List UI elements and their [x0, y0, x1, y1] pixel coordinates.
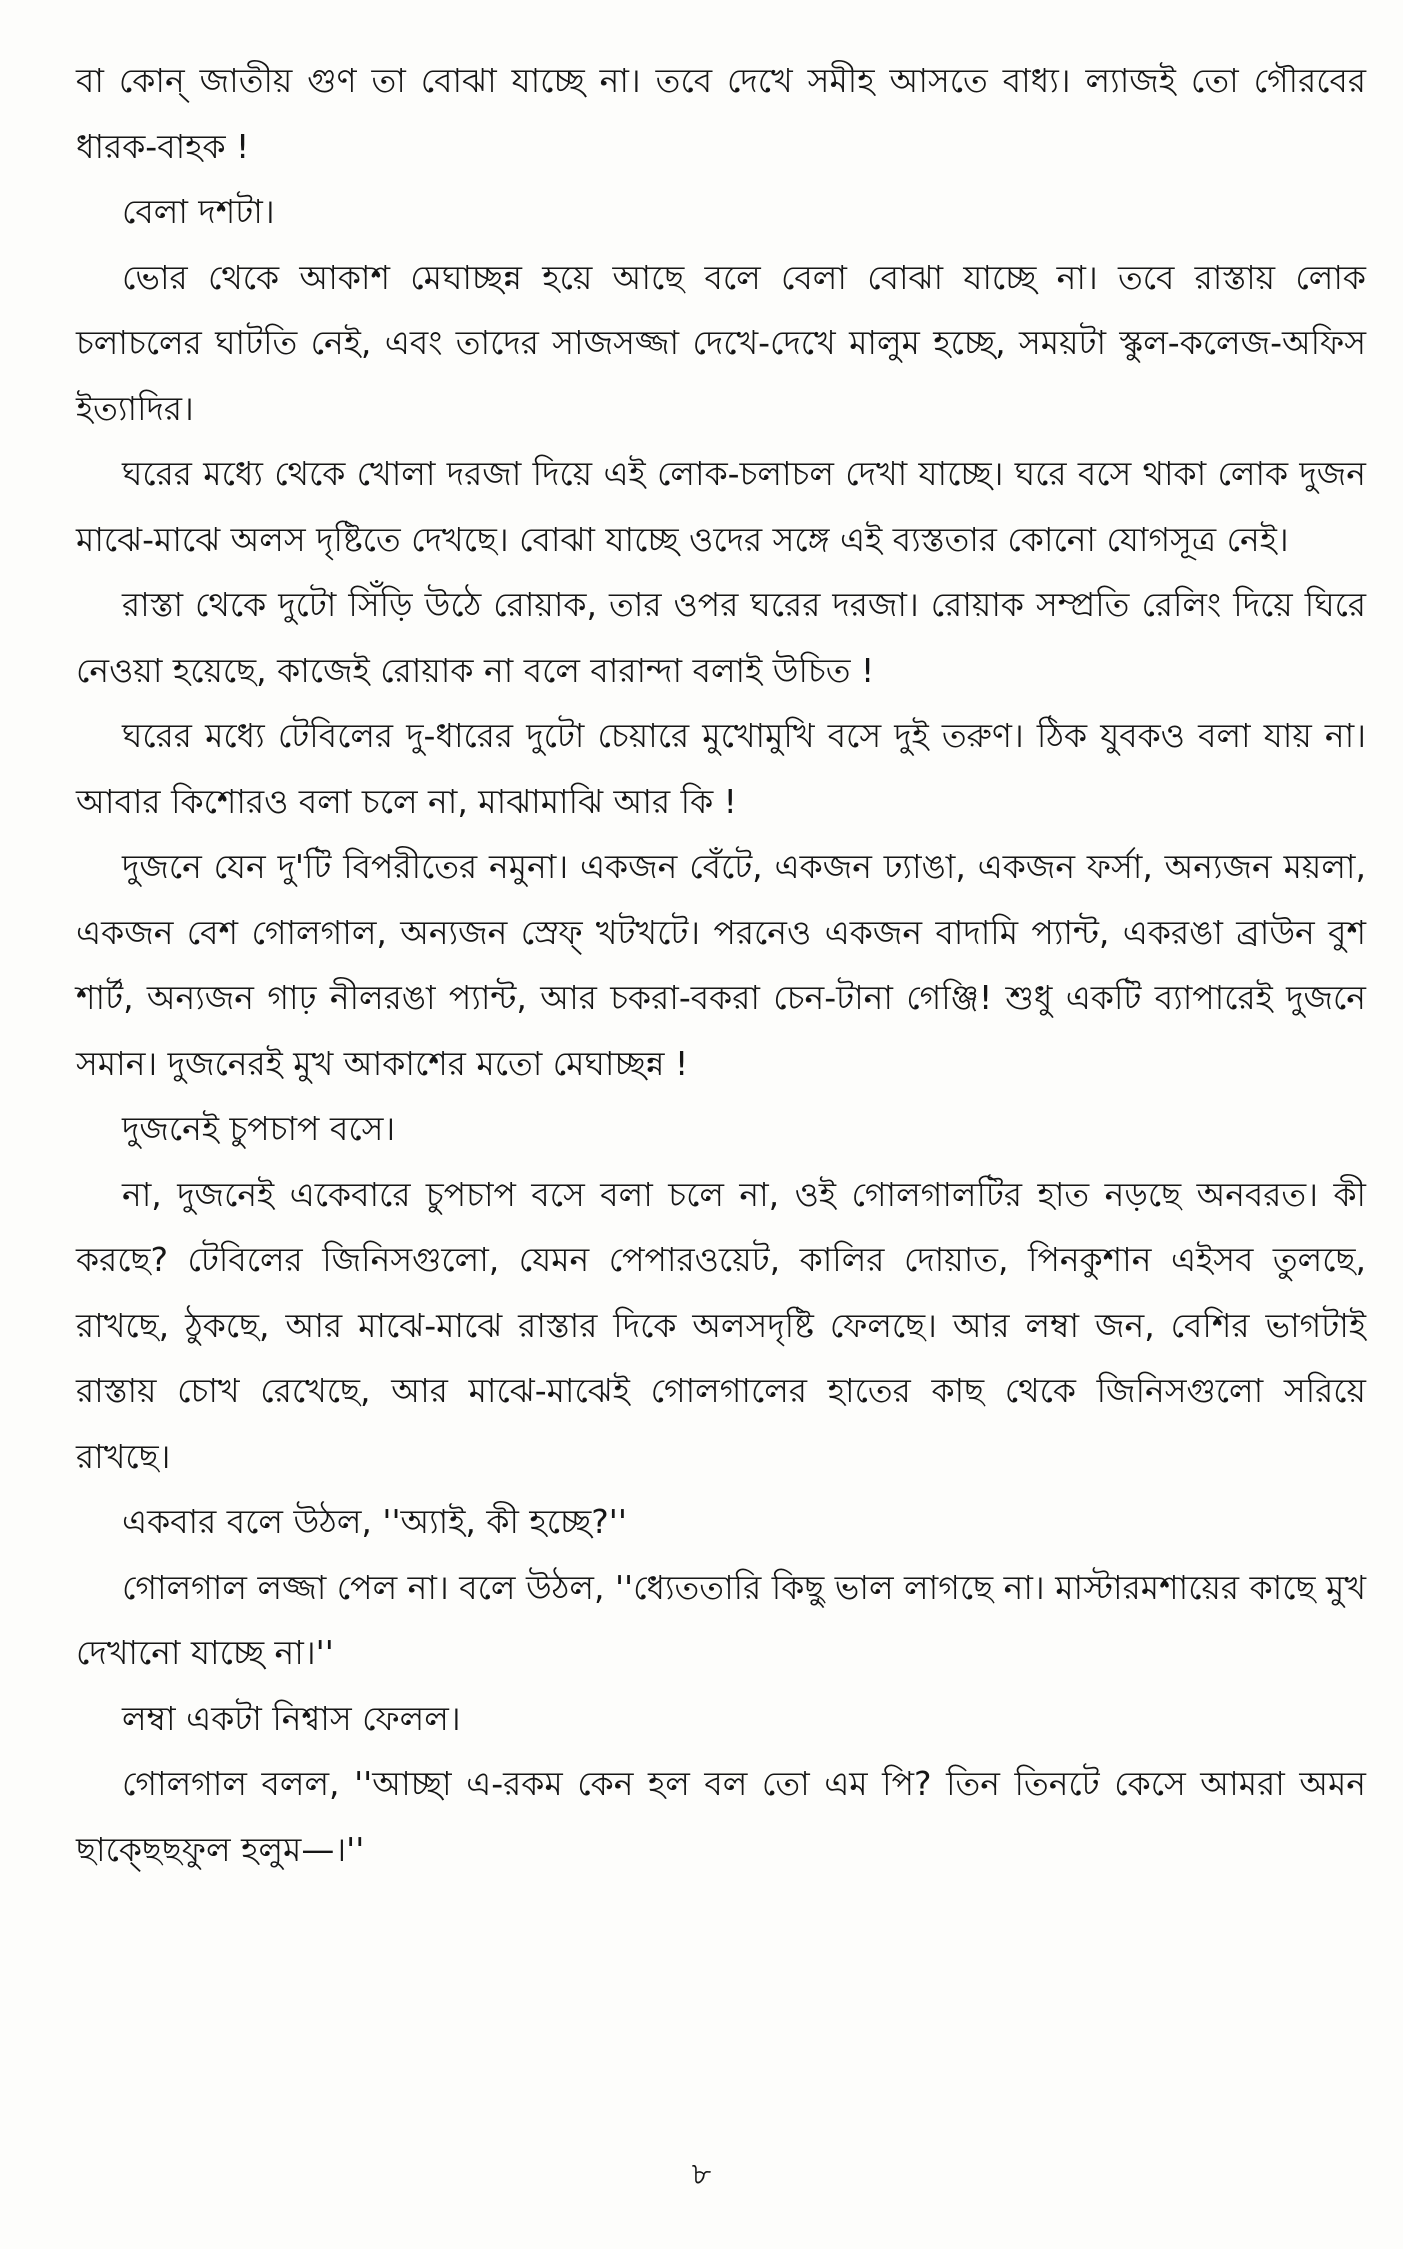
paragraph: ঘরের মধ্যে টেবিলের দু-ধারের দুটো চেয়ারে মুখোমুখি বসে দুই তরুণ। ঠিক যুবকও বলা যায় না। আবার কিশোরও বলা চলে না, মাঝামাঝি আর কি ! — [76, 716, 1366, 821]
paragraph: ঘরের মধ্যে থেকে খোলা দরজা দিয়ে এই লোক-চলাচল দেখা যাচ্ছে। ঘরে বসে থাকা লোক দুজন মাঝে-মাঝে অলস দৃষ্টিতে দেখছে। বোঝা যাচ্ছে ওদের সঙ্গে এই ব্যস্ততার কোনো যোগসূত্র নেই। — [76, 454, 1366, 559]
paragraph: লম্বা একটা নিশ্বাস ফেলল। — [122, 1698, 461, 1738]
paragraph: বেলা দশটা। — [122, 192, 275, 231]
paragraph: গোলগাল লজ্জা পেল না। বলে উঠল, ''ধ্যেততারি কিছু ভাল লাগছে না। মাস্টারমশায়ের কাছে মুখ দেখানো যাচ্ছে না।'' — [76, 1567, 1366, 1672]
paragraph: না, দুজনেই একেবারে চুপচাপ বসে বলা চলে না, ওই গোলগালটির হাত নড়ছে অনবরত। কী করছে? টেবিলের জিনিসগুলো, যেমন পেপারওয়েট, কালির দোয়াত, পিনকুশান এইসব তুলছে, রাখছে, ঠুকছে, আর মাঝে-মাঝে রাস্তার দিকে অলসদৃষ্টি ফেলছে। আর লম্বা জন, বেশির ভাগটাই রাস্তায় চোখ রেখেছে, আর মাঝে-মাঝেই গোলগালের হাতের কাছ থেকে জিনিসগুলো সরিয়ে রাখছে। — [76, 1174, 1366, 1476]
paragraph: রাস্তা থেকে দুটো সিঁড়ি উঠে রোয়াক, তার ওপর ঘরের দরজা। রোয়াক সম্প্রতি রেলিং দিয়ে ঘিরে নেওয়া হয়েছে, কাজেই রোয়াক না বলে বারান্দা বলাই উচিত ! — [76, 585, 1366, 690]
paragraph: গোলগাল বলল, ''আচ্ছা এ-রকম কেন হল বল তো এম পি? তিন তিনটে কেসে আমরা অমন ছাক্ছেছফুল হলুম—।'' — [76, 1764, 1366, 1869]
page-body-text — [76, 48, 1366, 1882]
paragraph-continued: বা কোন্ জাতীয় গুণ তা বোঝা যাচ্ছে না। তবে দেখে সমীহ আসতে বাধ্য। ল্যাজই তো গৌরবের ধারক-বাহক ! — [76, 61, 1366, 166]
paragraph: একবার বলে উঠল, ''অ্যাই, কী হচ্ছে?'' — [122, 1502, 627, 1541]
page-number: ৮ — [691, 2157, 712, 2192]
paragraph: দুজনে যেন দু'টি বিপরীতের নমুনা। একজন বেঁটে, একজন ঢ্যাঙা, একজন ফর্সা, অন্যজন ময়লা, একজন বেশ গোলগাল, অন্যজন স্রেফ্ খটখটে। পরনেও একজন বাদামি প্যান্ট, একরঙা ব্রাউন বুশ শার্ট, অন্যজন গাঢ় নীলরঙা প্যান্ট, আর চকরা-বকরা চেন-টানা গেঞ্জি! শুধু একটি ব্যাপারেই দুজনে সমান। দুজনেরই মুখ আকাশের মতো মেঘাচ্ছন্ন ! — [76, 847, 1366, 1083]
paragraph: দুজনেই চুপচাপ বসে। — [122, 1109, 396, 1148]
paragraph: ভোর থেকে আকাশ মেঘাচ্ছন্ন হয়ে আছে বলে বেলা বোঝা যাচ্ছে না। তবে রাস্তায় লোক চলাচলের ঘাটতি নেই, এবং তাদের সাজসজ্জা দেখে-দেখে মালুম হচ্ছে, সময়টা স্কুল-কলেজ-অফিস ইত্যাদির। — [76, 257, 1366, 428]
